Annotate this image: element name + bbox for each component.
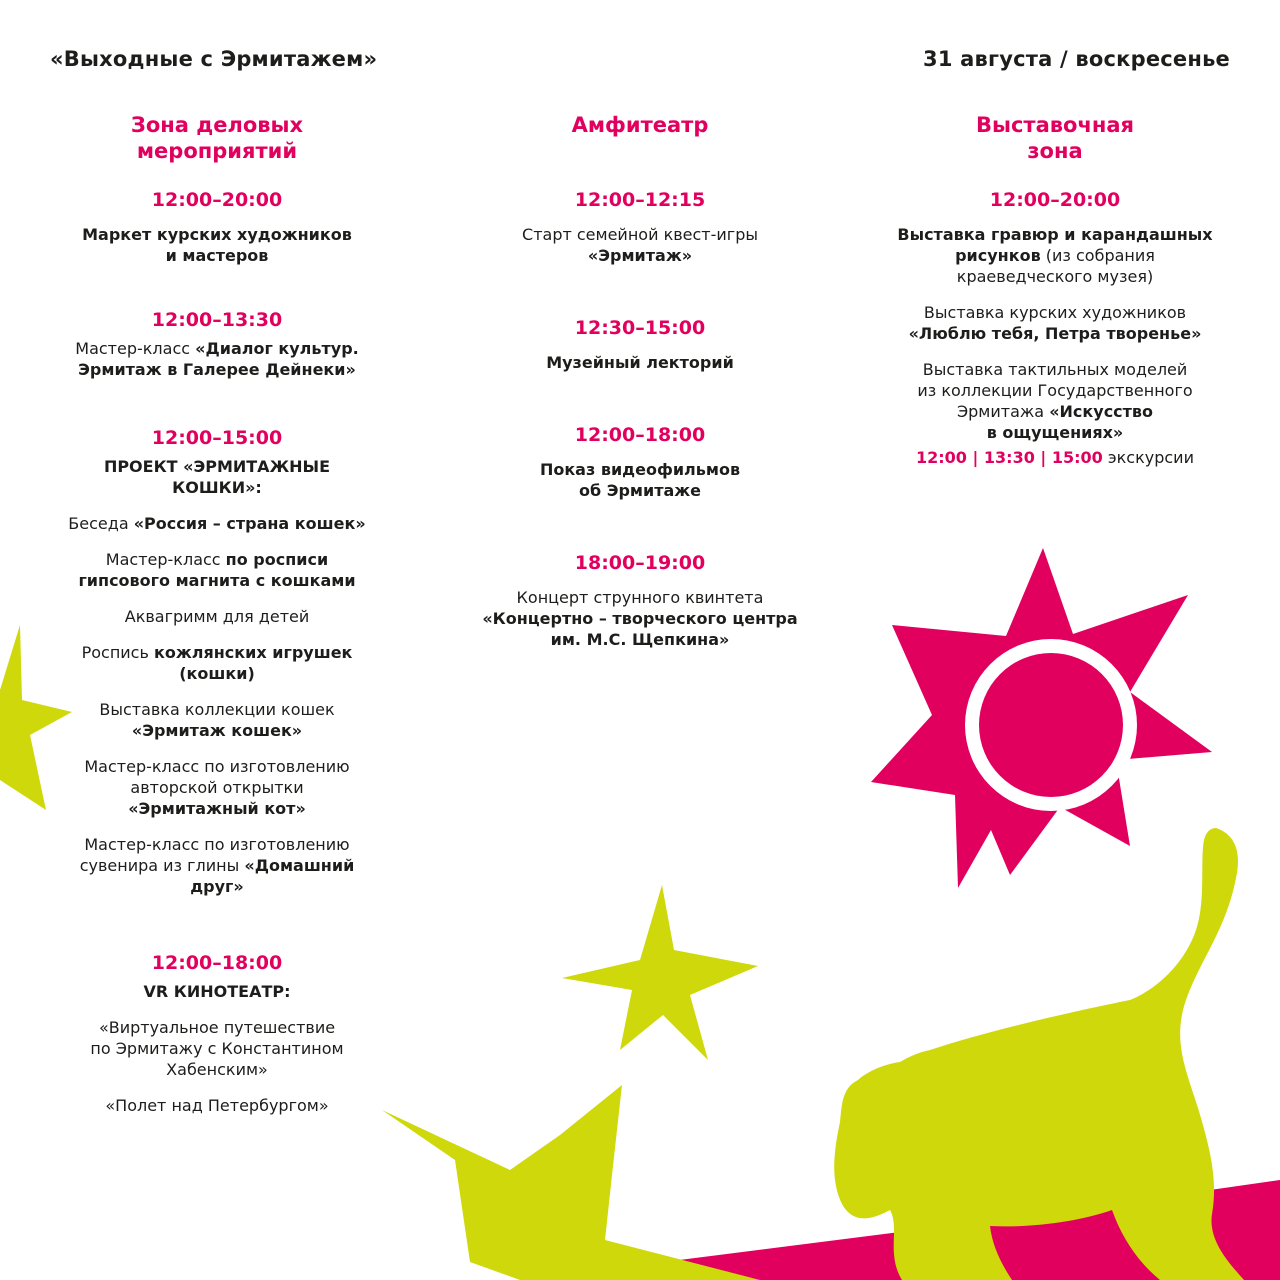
text-line: Роспись кожлянских игрушек: [81, 643, 353, 662]
text-line: Музейный лекторий: [546, 353, 734, 372]
text-line: по Эрмитажу с Константином: [90, 1039, 344, 1058]
sun-core-shape: [979, 653, 1123, 797]
zone-title-line: мероприятий: [136, 139, 298, 163]
text-line: Аквагримм для детей: [124, 607, 310, 626]
text-line: (кошки): [179, 664, 255, 683]
text-line: «Концертно – творческого центра: [482, 609, 798, 628]
text-line: Беседа «Россия – страна кошек»: [68, 514, 366, 533]
text-line: Показ видеофильмов: [539, 460, 741, 479]
zone-title: [875, 112, 1235, 164]
zone-title: [460, 112, 820, 138]
time-slot: 12:00–13:30: [151, 309, 283, 331]
text-line: «Эрмитажный кот»: [128, 799, 306, 818]
time-slot: 12:00–18:00: [574, 424, 706, 446]
text-line: Концерт струнного квинтета: [516, 588, 764, 607]
text-line: Мастер-класс «Диалог культур.: [75, 339, 359, 358]
text-line: Мастер-класс по изготовлению: [84, 835, 350, 854]
text-line: Выставка тактильных моделей: [922, 360, 1188, 379]
text-line: сувенира из глины «Домашний: [79, 856, 355, 875]
text-line: Хабенским»: [166, 1060, 268, 1079]
text-line: и мастеров: [165, 246, 269, 265]
zone-title-line: Выставочная: [975, 113, 1135, 137]
text-line: Мастер-класс по росписи: [105, 550, 329, 569]
text-line: Старт семейной квест-игры: [522, 225, 758, 244]
text-line: об Эрмитаже: [578, 481, 702, 500]
cat-shape: [834, 828, 1244, 1280]
text-line: в ощущениях»: [986, 423, 1124, 442]
text-line: друг»: [190, 877, 244, 896]
text-line: Выставка коллекции кошек: [99, 700, 335, 719]
text-line: Выставка гравюр и карандашных: [897, 225, 1213, 244]
text-line: ПРОЕКТ «ЭРМИТАЖНЫЕ: [103, 457, 331, 476]
time-slot: 12:30–15:00: [574, 317, 706, 339]
text-line: Эрмитаж в Галерее Дейнеки»: [78, 360, 356, 379]
text-line: «Люблю тебя, Петра творенье»: [908, 324, 1202, 343]
zone-title-line: зона: [1027, 139, 1083, 163]
text-line: Маркет курских художников: [82, 225, 352, 244]
time-slot: 12:00–20:00: [989, 189, 1121, 211]
time-slot: 12:00–18:00: [151, 952, 283, 974]
text-line: Мастер-класс по изготовлению: [84, 757, 350, 776]
big-star-shape: [382, 1085, 760, 1280]
zone-title-line: Зона деловых: [130, 113, 304, 137]
excursion-times: 12:00 | 13:30 | 15:00 экскурсии: [916, 448, 1194, 467]
column-amphitheater: [460, 112, 820, 650]
time-slot: 12:00–12:15: [574, 189, 706, 211]
text-line: VR КИНОТЕАТР:: [143, 982, 291, 1001]
time-slot: 12:00–20:00: [151, 189, 283, 211]
text-line: «Виртуальное путешествие: [98, 1018, 336, 1037]
text-line: рисунков (из собрания: [955, 246, 1155, 265]
text-line: КОШКИ»:: [172, 478, 262, 497]
text-line: авторской открытки: [130, 778, 304, 797]
text-line: «Полет над Петербургом»: [105, 1096, 329, 1115]
text-line: Эрмитажа «Искусство: [956, 402, 1154, 421]
event-title: «Выходные с Эрмитажем»: [50, 47, 378, 71]
zone-title-line: Амфитеатр: [571, 113, 709, 137]
column-exhibition-zone: [875, 112, 1235, 468]
text-line: «Эрмитаж»: [587, 246, 693, 265]
text-line: Выставка курских художников: [923, 303, 1187, 322]
small-star-shape: [562, 885, 758, 1060]
column-business-zone: [38, 112, 396, 1116]
text-line: им. М.С. Щепкина»: [550, 630, 730, 649]
text-line: «Эрмитаж кошек»: [131, 721, 303, 740]
zone-title: [38, 112, 396, 164]
text-line: краеведческого музея): [956, 267, 1154, 286]
text-line: гипсового магнита с кошками: [78, 571, 356, 590]
time-slot: 12:00–15:00: [151, 427, 283, 449]
time-slot: 18:00–19:00: [574, 552, 706, 574]
event-date: 31 августа / воскресенье: [923, 47, 1230, 71]
text-line: из коллекции Государственного: [917, 381, 1193, 400]
